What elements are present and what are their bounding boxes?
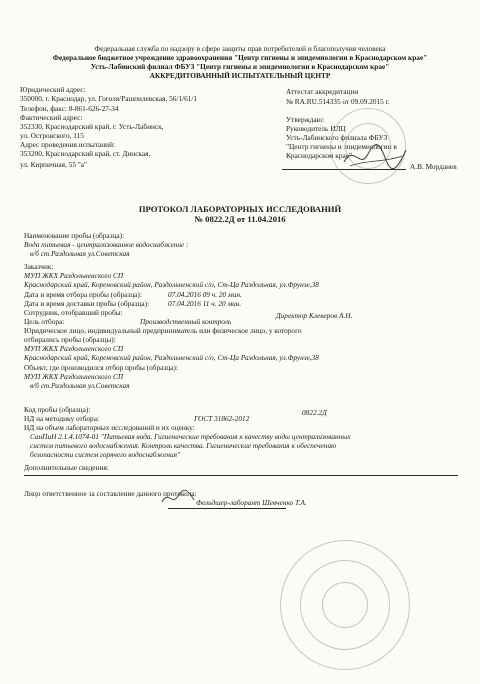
object-label: Объект, где производился отбор пробы (образца): [24, 363, 178, 372]
approve-label: Утверждаю: [286, 115, 325, 124]
approver-title-4: Краснодарском крае" [286, 151, 352, 160]
customer-label: Заказчик: [24, 262, 54, 271]
approver-title-3: "Центр гигиены и эпидемиологии в [286, 142, 397, 151]
sampler-label: Сотрудник, отобравший пробы: [24, 308, 123, 317]
additional-info-label: Дополнительные сведения: [24, 463, 109, 472]
test-address-value-2: ул. Кирпичная, 55 "а" [20, 160, 87, 169]
responsible-signature [160, 488, 196, 508]
test-address-value-1: 353200, Краснодарский край, ст. Динская, [20, 149, 151, 158]
entity-label-1: Юридическое лицо, индивидуальный предприниматель или физическое лицо, у которого [24, 326, 302, 335]
approver-name: А.В. Морданев [410, 162, 457, 171]
header-agency: Федеральная служба по надзору в сфере защиты прав потребителей и благополучия человека [94, 44, 386, 53]
delivery-datetime-value: 07.04.2016 11 ч. 20 мин. [168, 299, 242, 308]
scope-value-3: безопасности систем горячего водоснабжения" [30, 450, 181, 459]
entity-label-2: отбирались пробы (образцы): [24, 335, 116, 344]
phone-fax: Телефон, факс: 8-861-626-27-34 [20, 104, 119, 113]
entity-value-2: Краснодарский край, Кореновский район, Раздольненский с/о, Ст-Ца Раздольная, ул.Фрунзе,38 [24, 353, 319, 362]
legal-address-value: 350000, г. Краснодар, ул. Гоголя/Рашпилевская, 56/1/61/1 [20, 94, 198, 103]
customer-value-2: Краснодарский край, Кореновский район, Раздольненский с/о, Ст-Ца Раздольная, ул.Фрунзе,38 [24, 280, 319, 289]
header-institution: Федеральное бюджетное учреждение здравоохранения "Центр гигиены и эпидемиологии в Краснодарском крае" [52, 53, 428, 62]
protocol-title: ПРОТОКОЛ ЛАБОРАТОРНЫХ ИССЛЕДОВАНИЙ [138, 204, 342, 214]
purpose-label: Цель отбора: [24, 317, 65, 326]
object-value-1: МУП ЖКХ Раздольненского СП [24, 372, 124, 381]
scope-value-1: СанПиН 2.1.4.1074-01 "Питьевая вода. Гигиенические требования к качеству воды централизованных [30, 432, 351, 441]
sample-code-label: Код пробы (образца): [24, 405, 91, 414]
accreditation-label: Аттестат аккредитации [286, 87, 359, 96]
sampling-method-label: НД на методику отбора: [24, 414, 99, 423]
sampling-method-value: ГОСТ 31862-2012 [194, 414, 250, 423]
scope-value-2: систем питьевого водоснабжения. Контроль качества. Гигиенические требования к обеспечению [30, 441, 337, 450]
test-address-label: Адрес проведения испытаний: [20, 140, 116, 149]
actual-address-label: Фактический адрес: [20, 113, 83, 122]
approver-title-2: Усть-Лабинского филиала ФБУЗ [286, 133, 388, 142]
accreditation-number: № RA.RU.514335 от 09.09.2015 г. [286, 97, 390, 106]
responsible-person-value: Фельдшер-лаборант Шевченко Т.А. [196, 498, 307, 507]
seal-stamp-center [322, 582, 368, 628]
protocol-number: № 0822.2Д от 11.04.2016 [194, 214, 286, 224]
header-center: АККРЕДИТОВАННЫЙ ИСПЫТАТЕЛЬНЫЙ ЦЕНТР [149, 71, 331, 80]
header-branch: Усть-Лабинский филиал ФБУЗ "Центр гигиены и эпидемиологии в Краснодарском крае" [90, 62, 390, 71]
sampler-value: Директор Клеверов А.Н. [276, 311, 353, 320]
sampling-datetime-value: 07.04.2016 09 ч. 20 мин. [168, 290, 242, 299]
sample-code-value: 0822.2Д [302, 408, 327, 417]
scope-label: НД на объем лабораторных исследований и их оценку: [24, 423, 195, 432]
actual-address-value-2: ул. Островского, 115 [20, 131, 84, 140]
legal-address-label: Юридический адрес: [20, 85, 86, 94]
sample-name-value-2: в/б ст.Раздольная ул.Советская [30, 249, 130, 258]
approver-title-1: Руководитель ИЛЦ [286, 124, 346, 133]
entity-value-1: МУП ЖКХ Раздольненского СП [24, 344, 124, 353]
customer-value-1: МУП ЖКХ Раздольненского СП [24, 271, 124, 280]
object-value-2: в/б ст.Раздольная ул.Советская [30, 381, 130, 390]
purpose-value: Производственный контроль [140, 317, 232, 326]
sampling-datetime-label: Дата и время отбора пробы (образца): [24, 290, 142, 299]
actual-address-value-1: 352330, Краснодарский край, г. Усть-Лабинск, [20, 122, 164, 131]
delivery-datetime-label: Дата и время доставки пробы (образца): [24, 299, 150, 308]
sample-name-value-1: Вода питьевая - централизованное водоснабжение : [24, 240, 189, 249]
responsible-person-label: Лицо ответственное за составление данного протокола: [24, 489, 197, 498]
additional-info-line [24, 475, 458, 476]
responsible-signature-line [168, 508, 286, 509]
sample-name-label: Наименование пробы (образца): [24, 231, 125, 240]
approver-signature [340, 140, 410, 175]
